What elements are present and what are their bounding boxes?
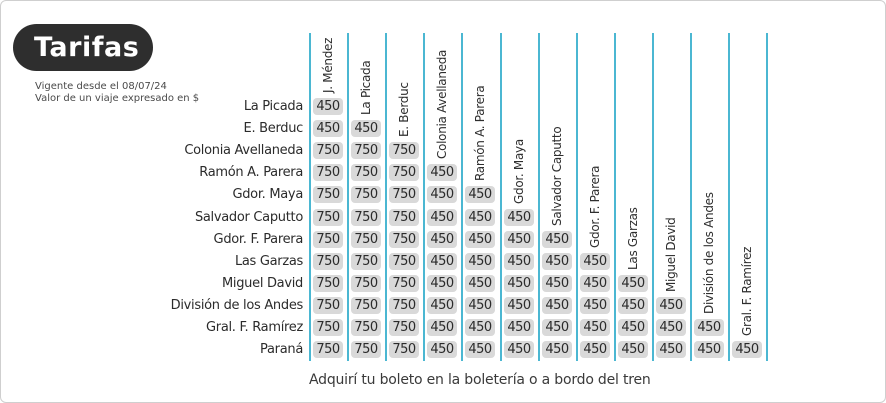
fare-cell: 450	[427, 186, 457, 203]
fare-cell: 450	[656, 319, 686, 336]
fare-cell: 450	[351, 120, 381, 137]
column-header	[309, 1, 345, 93]
fare-cell: 450	[542, 253, 572, 270]
row-label: Colonia Avellaneda	[184, 143, 303, 158]
fare-cell: 450	[618, 319, 648, 336]
column-header-label: La Picada	[359, 60, 373, 116]
fare-cell: 750	[389, 186, 419, 203]
fare-cell: 450	[465, 186, 495, 203]
column-header	[576, 1, 612, 248]
fare-cell: 750	[313, 209, 343, 226]
fare-cell: 450	[504, 253, 534, 270]
fare-cell: 750	[389, 275, 419, 292]
column-header-label: División de los Andes	[702, 192, 716, 314]
column-header	[385, 1, 421, 137]
fare-cell: 750	[313, 142, 343, 159]
fare-cell: 750	[389, 231, 419, 248]
column-header-label: Ramón A. Parera	[473, 85, 487, 182]
fare-cell: 450	[694, 319, 724, 336]
fare-cell: 750	[351, 142, 381, 159]
footer-note: Adquirí tu boleto en la boletería o a bordo del tren	[309, 372, 651, 388]
fare-cell: 450	[580, 341, 610, 358]
column-header	[538, 1, 574, 226]
fare-cell: 450	[580, 297, 610, 314]
fare-cell: 450	[427, 253, 457, 270]
fare-cell: 450	[504, 231, 534, 248]
fare-cell: 750	[389, 253, 419, 270]
row-label: La Picada	[243, 99, 303, 114]
fare-cell: 450	[465, 275, 495, 292]
row-label: Gdor. F. Parera	[213, 232, 303, 247]
fare-cell: 750	[313, 275, 343, 292]
fare-cell: 750	[313, 319, 343, 336]
fare-cell: 450	[427, 209, 457, 226]
row-label: División de los Andes	[170, 298, 303, 313]
row-label: Las Garzas	[234, 254, 303, 269]
column-header-label: J. Méndez	[321, 37, 335, 93]
fare-cell: 450	[504, 209, 534, 226]
column-header-label: E. Berduc	[397, 82, 411, 138]
row-label: Salvador Caputto	[194, 210, 303, 225]
column-header-label: Gral. F. Ramírez	[740, 246, 754, 337]
column-header-label: Salvador Caputto	[550, 126, 564, 226]
column-divider	[766, 33, 768, 361]
fare-cell: 750	[389, 319, 419, 336]
column-header-label: Miguel David	[664, 217, 678, 292]
fare-cell: 750	[351, 209, 381, 226]
row-label: E. Berduc	[243, 121, 303, 136]
fare-cell: 450	[656, 297, 686, 314]
fare-cell: 450	[618, 297, 648, 314]
fare-cell: 750	[351, 341, 381, 358]
column-header	[614, 1, 650, 270]
fare-cell: 750	[351, 319, 381, 336]
fare-cell: 450	[618, 275, 648, 292]
row-label: Miguel David	[222, 276, 303, 291]
fare-cell: 750	[389, 341, 419, 358]
fare-cell: 450	[313, 98, 343, 115]
fare-cell: 450	[504, 341, 534, 358]
row-label: Gdor. Maya	[232, 187, 303, 202]
fare-cell: 450	[580, 253, 610, 270]
fare-cell: 450	[427, 231, 457, 248]
column-header	[461, 1, 497, 181]
fare-cell: 450	[465, 209, 495, 226]
fare-cell: 450	[504, 319, 534, 336]
fare-cell: 450	[542, 297, 572, 314]
column-header	[423, 1, 459, 159]
fare-cell: 750	[351, 164, 381, 181]
row-label: Gral. F. Ramírez	[206, 320, 303, 335]
fare-cell: 450	[465, 231, 495, 248]
fare-cell: 750	[351, 275, 381, 292]
fare-cell: 450	[656, 341, 686, 358]
fare-cell: 450	[465, 319, 495, 336]
fare-cell: 450	[427, 164, 457, 181]
fare-cell: 450	[504, 275, 534, 292]
fare-cell: 750	[351, 186, 381, 203]
fare-cell: 450	[427, 319, 457, 336]
fare-cell: 750	[313, 231, 343, 248]
fare-cell: 750	[351, 231, 381, 248]
fare-cell: 450	[313, 120, 343, 137]
fare-cell: 450	[618, 341, 648, 358]
fare-cell: 750	[313, 164, 343, 181]
fare-cell: 450	[580, 275, 610, 292]
fare-cell: 450	[427, 341, 457, 358]
fare-cell: 450	[542, 319, 572, 336]
unit-note-text: Valor de un viaje expresado en $	[35, 93, 200, 104]
fare-cell: 750	[389, 164, 419, 181]
fare-cell: 450	[542, 275, 572, 292]
column-header	[652, 1, 688, 292]
row-label: Paraná	[260, 342, 303, 357]
fare-cell: 450	[504, 297, 534, 314]
fare-cell: 450	[694, 341, 724, 358]
fare-cell: 750	[389, 142, 419, 159]
fare-cell: 450	[542, 341, 572, 358]
fare-cell: 750	[313, 253, 343, 270]
column-header	[347, 1, 383, 115]
fare-cell: 750	[351, 297, 381, 314]
column-header-label: Las Garzas	[626, 207, 640, 270]
column-header	[500, 1, 536, 204]
column-header-label: Colonia Avellaneda	[435, 50, 449, 160]
column-header	[728, 1, 764, 336]
fare-cell: 750	[389, 297, 419, 314]
column-header-label: Gdor. F. Parera	[588, 165, 602, 248]
column-header-label: Gdor. Maya	[512, 138, 526, 204]
fare-cell: 450	[732, 341, 762, 358]
fare-cell: 450	[465, 297, 495, 314]
fare-cell: 750	[313, 341, 343, 358]
fare-cell: 750	[313, 186, 343, 203]
row-label: Ramón A. Parera	[199, 165, 303, 180]
fare-cell: 750	[389, 209, 419, 226]
fare-cell: 750	[351, 253, 381, 270]
valid-since-text: Vigente desde el 08/07/24	[35, 81, 167, 92]
column-header	[690, 1, 726, 314]
fare-cell: 750	[313, 297, 343, 314]
fare-cell: 450	[465, 253, 495, 270]
fare-cell: 450	[580, 319, 610, 336]
page-title: Tarifas	[13, 24, 153, 71]
fare-cell: 450	[465, 341, 495, 358]
fare-cell: 450	[427, 275, 457, 292]
fare-cell: 450	[542, 231, 572, 248]
fare-cell: 450	[427, 297, 457, 314]
